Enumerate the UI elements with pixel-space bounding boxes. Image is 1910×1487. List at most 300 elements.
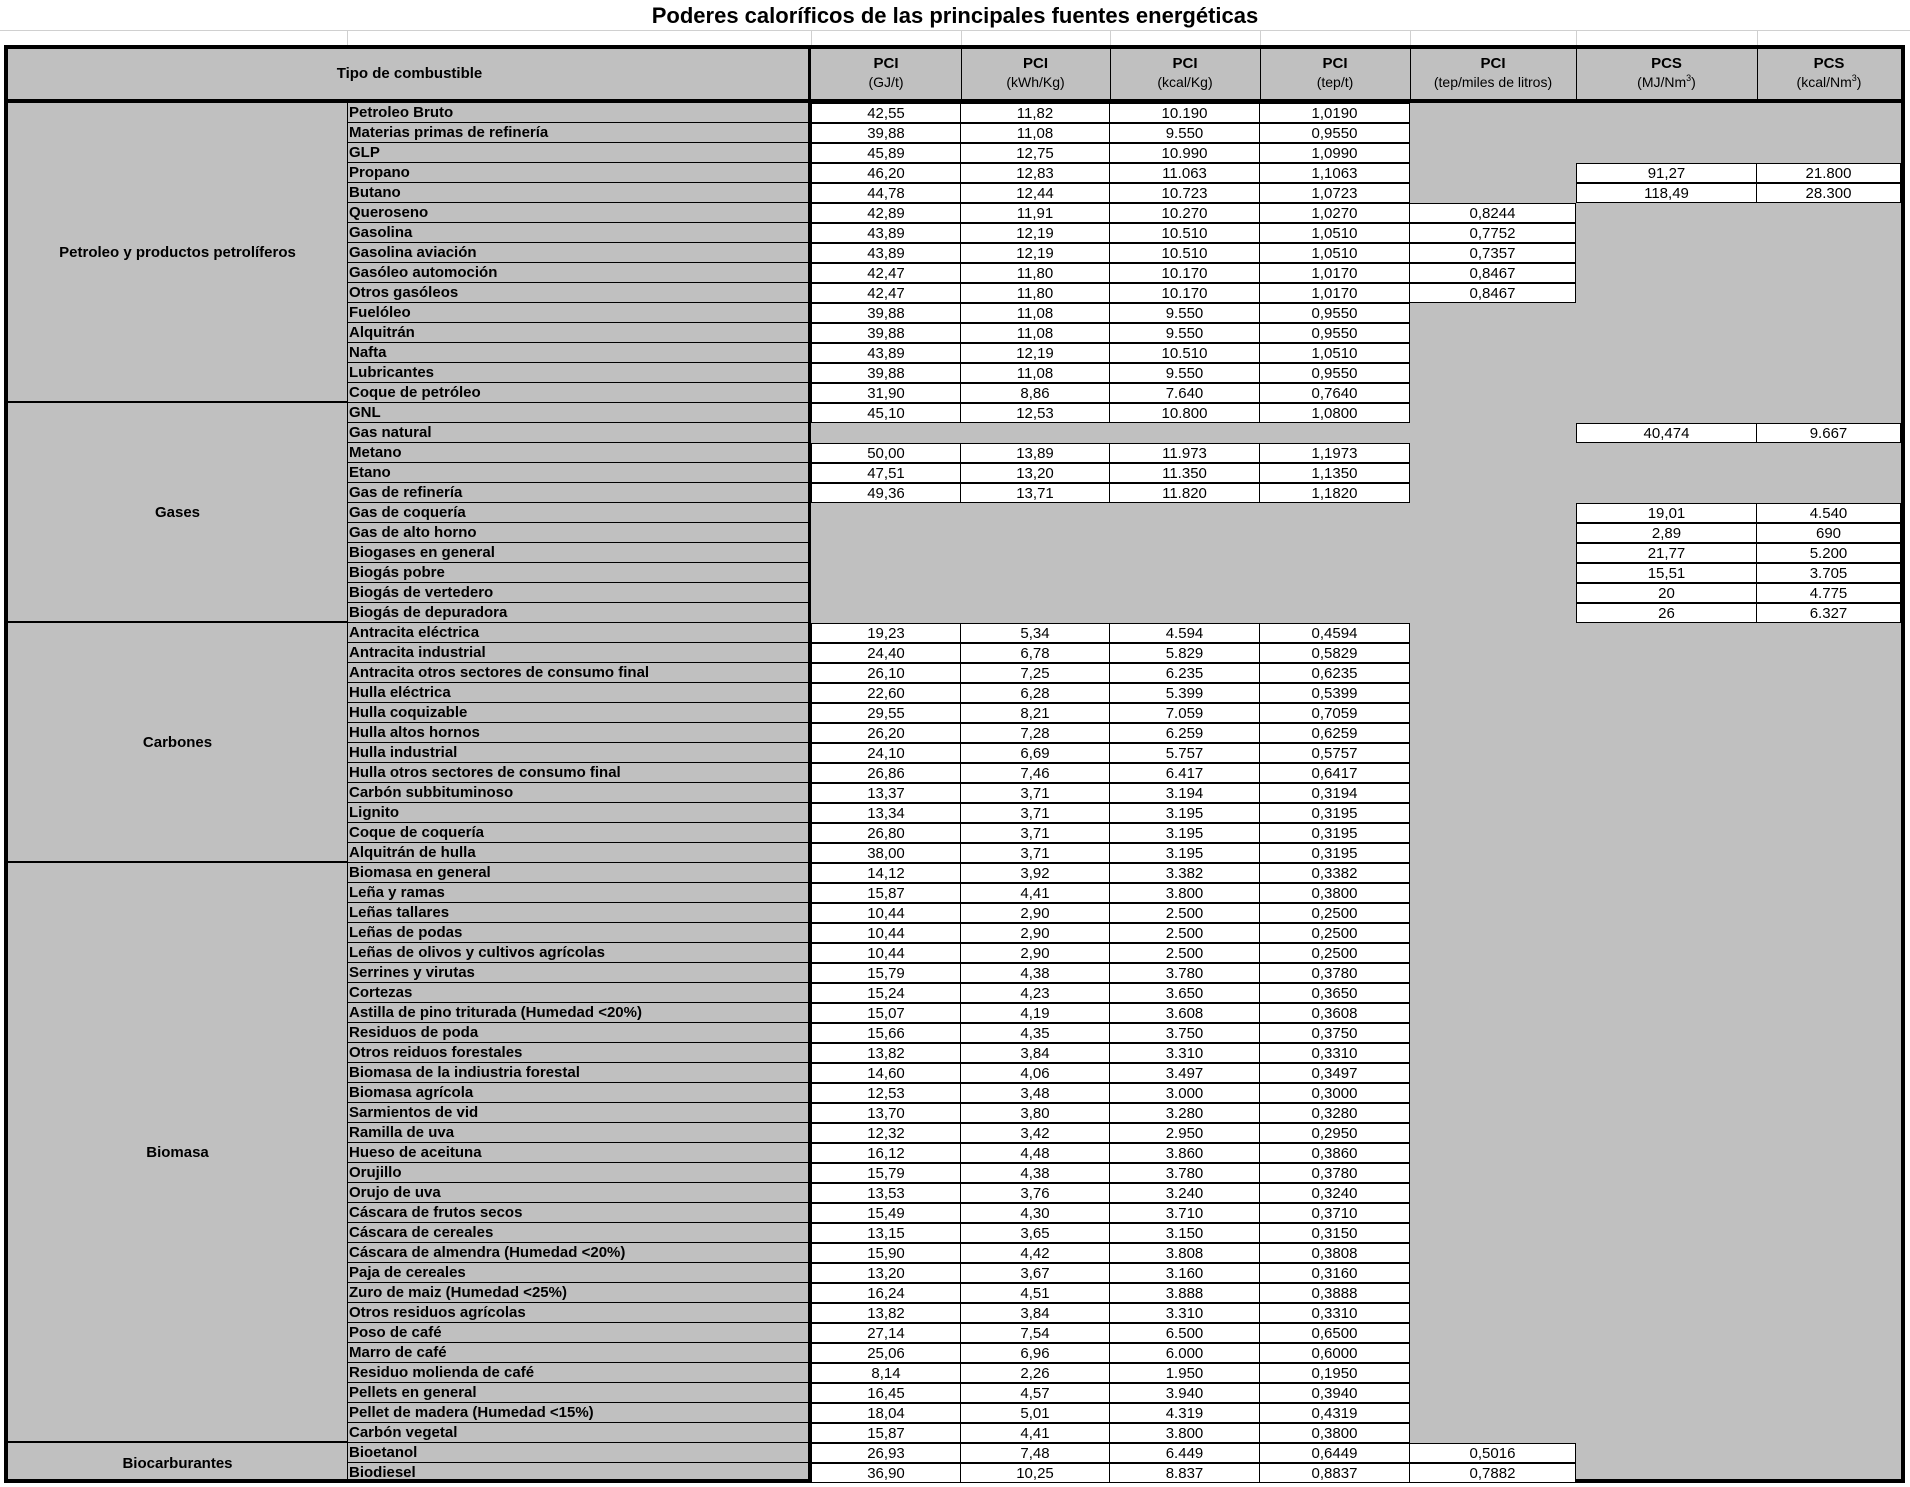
- value-cell[interactable]: 6,69: [961, 743, 1110, 763]
- value-cell[interactable]: 43,89: [811, 223, 961, 243]
- value-cell[interactable]: 26,20: [811, 723, 961, 743]
- value-cell[interactable]: 0,9550: [1260, 123, 1410, 143]
- value-cell[interactable]: 0,3780: [1260, 1163, 1410, 1183]
- value-cell[interactable]: 3,80: [961, 1103, 1110, 1123]
- value-cell[interactable]: 0,3195: [1260, 843, 1410, 863]
- value-cell[interactable]: 6.259: [1110, 723, 1260, 743]
- value-cell[interactable]: 8,14: [811, 1363, 961, 1383]
- value-cell[interactable]: 12,75: [961, 143, 1110, 163]
- value-cell[interactable]: 47,51: [811, 463, 961, 483]
- value-cell[interactable]: 0,5399: [1260, 683, 1410, 703]
- value-cell[interactable]: 0,6417: [1260, 763, 1410, 783]
- value-cell[interactable]: 3.710: [1110, 1203, 1260, 1223]
- value-cell[interactable]: 1,1350: [1260, 463, 1410, 483]
- value-cell[interactable]: 19,23: [811, 623, 961, 643]
- value-cell[interactable]: 0,3195: [1260, 803, 1410, 823]
- header-label: PCI: [1480, 55, 1506, 72]
- value-cell[interactable]: 2,90: [961, 903, 1110, 923]
- value-cell[interactable]: 3.195: [1110, 843, 1260, 863]
- value-cell[interactable]: 0,3800: [1260, 1423, 1410, 1443]
- fuel-name: Orujo de uva: [347, 1183, 811, 1203]
- value-cell[interactable]: 0,9550: [1260, 363, 1410, 383]
- value-cell[interactable]: 3.240: [1110, 1183, 1260, 1203]
- fuel-name: Zuro de maiz (Humedad <25%): [347, 1283, 811, 1303]
- fuel-name: Etano: [347, 463, 811, 483]
- value-cell[interactable]: 10,44: [811, 923, 961, 943]
- fuel-name: Antracita eléctrica: [347, 623, 811, 643]
- value-cell[interactable]: 0,3808: [1260, 1243, 1410, 1263]
- value-cell[interactable]: 4.319: [1110, 1403, 1260, 1423]
- value-cell[interactable]: 13,70: [811, 1103, 961, 1123]
- value-cell[interactable]: 26,93: [811, 1443, 961, 1463]
- value-cell[interactable]: 4,06: [961, 1063, 1110, 1083]
- value-cell[interactable]: 3.650: [1110, 983, 1260, 1003]
- fuel-name: Hulla eléctrica: [347, 683, 811, 703]
- value-cell[interactable]: 0,9550: [1260, 303, 1410, 323]
- value-cell[interactable]: 0,3780: [1260, 963, 1410, 983]
- grid-line: [1410, 30, 1411, 45]
- value-cell[interactable]: 43,89: [811, 343, 961, 363]
- value-cell[interactable]: 0,3280: [1260, 1103, 1410, 1123]
- value-cell[interactable]: 0,3194: [1260, 783, 1410, 803]
- value-cell[interactable]: 15,07: [811, 1003, 961, 1023]
- grid-line: [1260, 30, 1261, 45]
- value-cell[interactable]: 0,3195: [1260, 823, 1410, 843]
- value-cell[interactable]: 91,27: [1576, 163, 1757, 183]
- value-cell[interactable]: 0,9550: [1260, 323, 1410, 343]
- value-cell[interactable]: 0,3650: [1260, 983, 1410, 1003]
- value-cell[interactable]: 45,89: [811, 143, 961, 163]
- value-cell[interactable]: 15,24: [811, 983, 961, 1003]
- value-cell[interactable]: 3.382: [1110, 863, 1260, 883]
- value-cell[interactable]: 10,44: [811, 903, 961, 923]
- value-cell[interactable]: 13,37: [811, 783, 961, 803]
- header-column: [961, 49, 1110, 103]
- value-cell[interactable]: 8,86: [961, 383, 1110, 403]
- value-cell[interactable]: 21.800: [1757, 163, 1901, 183]
- value-cell[interactable]: 12,19: [961, 343, 1110, 363]
- value-cell[interactable]: 5.829: [1110, 643, 1260, 663]
- value-cell[interactable]: 26,80: [811, 823, 961, 843]
- value-cell[interactable]: 2.500: [1110, 943, 1260, 963]
- value-cell[interactable]: 0,4594: [1260, 623, 1410, 643]
- value-cell[interactable]: 10,25: [961, 1463, 1110, 1483]
- value-cell[interactable]: 2,90: [961, 923, 1110, 943]
- value-cell[interactable]: 28.300: [1757, 183, 1901, 203]
- value-cell[interactable]: 1,0510: [1260, 223, 1410, 243]
- value-cell[interactable]: 11,82: [961, 103, 1110, 123]
- value-cell[interactable]: 10.190: [1110, 103, 1260, 123]
- value-cell[interactable]: 15,66: [811, 1023, 961, 1043]
- value-cell[interactable]: 9.667: [1757, 423, 1901, 443]
- value-cell[interactable]: 6.449: [1110, 1443, 1260, 1463]
- value-cell[interactable]: 14,60: [811, 1063, 961, 1083]
- value-cell[interactable]: 38,00: [811, 843, 961, 863]
- value-cell[interactable]: 4,19: [961, 1003, 1110, 1023]
- value-cell[interactable]: 19,01: [1576, 503, 1757, 523]
- value-cell[interactable]: 12,19: [961, 223, 1110, 243]
- value-cell[interactable]: 4,23: [961, 983, 1110, 1003]
- value-cell[interactable]: 5,34: [961, 623, 1110, 643]
- fuel-name: Leñas de olivos y cultivos agrícolas: [347, 943, 811, 963]
- value-cell[interactable]: 0,3750: [1260, 1023, 1410, 1043]
- value-cell[interactable]: 11.350: [1110, 463, 1260, 483]
- value-cell[interactable]: 3.195: [1110, 803, 1260, 823]
- value-cell[interactable]: 7,54: [961, 1323, 1110, 1343]
- value-cell[interactable]: 3.497: [1110, 1063, 1260, 1083]
- value-cell[interactable]: 0,8837: [1260, 1463, 1410, 1483]
- value-cell[interactable]: 2.500: [1110, 903, 1260, 923]
- value-cell[interactable]: 9.550: [1110, 323, 1260, 343]
- value-cell[interactable]: 1,1973: [1260, 443, 1410, 463]
- header-label: PCI: [1322, 55, 1348, 72]
- fuel-name: Alquitrán: [347, 323, 811, 343]
- value-cell[interactable]: 0,8244: [1410, 203, 1576, 223]
- value-cell[interactable]: 0,2500: [1260, 923, 1410, 943]
- value-cell[interactable]: 2.500: [1110, 923, 1260, 943]
- value-cell[interactable]: 3.750: [1110, 1023, 1260, 1043]
- value-cell[interactable]: 0,3310: [1260, 1043, 1410, 1063]
- value-cell[interactable]: 5.200: [1757, 543, 1901, 563]
- value-cell[interactable]: 1,0990: [1260, 143, 1410, 163]
- value-cell[interactable]: 12,83: [961, 163, 1110, 183]
- value-cell[interactable]: 0,3310: [1260, 1303, 1410, 1323]
- value-cell[interactable]: 0,3160: [1260, 1263, 1410, 1283]
- value-cell[interactable]: 1,0510: [1260, 343, 1410, 363]
- value-cell[interactable]: 11.063: [1110, 163, 1260, 183]
- value-cell[interactable]: 1,0270: [1260, 203, 1410, 223]
- value-cell[interactable]: 50,00: [811, 443, 961, 463]
- value-cell[interactable]: 3.280: [1110, 1103, 1260, 1123]
- value-cell[interactable]: 7.640: [1110, 383, 1260, 403]
- value-cell[interactable]: 3.150: [1110, 1223, 1260, 1243]
- category-label: Gases: [8, 403, 347, 623]
- value-cell[interactable]: 15,49: [811, 1203, 961, 1223]
- value-cell[interactable]: 10.990: [1110, 143, 1260, 163]
- value-cell[interactable]: 4,38: [961, 1163, 1110, 1183]
- value-cell[interactable]: 31,90: [811, 383, 961, 403]
- value-cell[interactable]: 12,44: [961, 183, 1110, 203]
- column-divider: [961, 49, 962, 103]
- value-cell[interactable]: 0,8467: [1410, 263, 1576, 283]
- value-cell[interactable]: 4,48: [961, 1143, 1110, 1163]
- value-cell[interactable]: 24,10: [811, 743, 961, 763]
- value-cell[interactable]: 27,14: [811, 1323, 961, 1343]
- value-cell[interactable]: 12,53: [961, 403, 1110, 423]
- value-cell[interactable]: 4.594: [1110, 623, 1260, 643]
- value-cell[interactable]: 2,90: [961, 943, 1110, 963]
- value-cell[interactable]: 7,48: [961, 1443, 1110, 1463]
- value-cell[interactable]: 10.510: [1110, 223, 1260, 243]
- value-cell[interactable]: 0,1950: [1260, 1363, 1410, 1383]
- value-cell[interactable]: 4,35: [961, 1023, 1110, 1043]
- value-cell[interactable]: 13,34: [811, 803, 961, 823]
- value-cell[interactable]: 3,67: [961, 1263, 1110, 1283]
- value-cell[interactable]: 5,01: [961, 1403, 1110, 1423]
- value-cell[interactable]: 0,7752: [1410, 223, 1576, 243]
- value-cell[interactable]: 6.235: [1110, 663, 1260, 683]
- fuel-name: Queroseno: [347, 203, 811, 223]
- value-cell[interactable]: 10.510: [1110, 343, 1260, 363]
- value-cell[interactable]: 15,79: [811, 1163, 961, 1183]
- value-cell[interactable]: 0,2950: [1260, 1123, 1410, 1143]
- value-cell[interactable]: 13,71: [961, 483, 1110, 503]
- value-cell[interactable]: 24,40: [811, 643, 961, 663]
- value-cell[interactable]: 11,08: [961, 123, 1110, 143]
- value-cell[interactable]: 3,92: [961, 863, 1110, 883]
- value-cell[interactable]: 11.820: [1110, 483, 1260, 503]
- value-cell[interactable]: 3.310: [1110, 1043, 1260, 1063]
- value-cell[interactable]: 6,96: [961, 1343, 1110, 1363]
- value-cell[interactable]: 12,53: [811, 1083, 961, 1103]
- value-cell[interactable]: 3,65: [961, 1223, 1110, 1243]
- value-cell[interactable]: 1,0510: [1260, 243, 1410, 263]
- value-cell[interactable]: 18,04: [811, 1403, 961, 1423]
- value-cell[interactable]: 7,25: [961, 663, 1110, 683]
- value-cell[interactable]: 13,15: [811, 1223, 961, 1243]
- value-cell[interactable]: 26,86: [811, 763, 961, 783]
- value-cell[interactable]: 1,0723: [1260, 183, 1410, 203]
- fuel-name: Coque de coquería: [347, 823, 811, 843]
- value-cell[interactable]: 0,6235: [1260, 663, 1410, 683]
- value-cell[interactable]: 0,2500: [1260, 943, 1410, 963]
- value-cell[interactable]: 36,90: [811, 1463, 961, 1483]
- value-cell[interactable]: 4,30: [961, 1203, 1110, 1223]
- value-cell[interactable]: 10.723: [1110, 183, 1260, 203]
- value-cell[interactable]: 3,84: [961, 1043, 1110, 1063]
- value-cell[interactable]: 12,19: [961, 243, 1110, 263]
- value-cell[interactable]: 25,06: [811, 1343, 961, 1363]
- value-cell[interactable]: 13,53: [811, 1183, 961, 1203]
- value-cell[interactable]: 44,78: [811, 183, 961, 203]
- value-cell[interactable]: 5.399: [1110, 683, 1260, 703]
- value-cell[interactable]: 1,0170: [1260, 283, 1410, 303]
- fuel-name: Nafta: [347, 343, 811, 363]
- value-cell[interactable]: 10.800: [1110, 403, 1260, 423]
- value-cell[interactable]: 0,3800: [1260, 883, 1410, 903]
- value-cell[interactable]: 6,28: [961, 683, 1110, 703]
- category-label: Biomasa: [8, 863, 347, 1443]
- value-cell[interactable]: 16,12: [811, 1143, 961, 1163]
- value-cell[interactable]: 3,42: [961, 1123, 1110, 1143]
- value-cell[interactable]: 3.160: [1110, 1263, 1260, 1283]
- value-cell[interactable]: 0,3150: [1260, 1223, 1410, 1243]
- value-cell[interactable]: 6.327: [1757, 603, 1901, 623]
- value-cell[interactable]: 20: [1576, 583, 1757, 603]
- fuel-name: Otros residuos agrícolas: [347, 1303, 811, 1323]
- value-cell[interactable]: 0,7882: [1410, 1463, 1576, 1483]
- value-cell[interactable]: 46,20: [811, 163, 961, 183]
- value-cell[interactable]: 16,45: [811, 1383, 961, 1403]
- value-cell[interactable]: 42,89: [811, 203, 961, 223]
- value-cell[interactable]: 3.310: [1110, 1303, 1260, 1323]
- value-cell[interactable]: 11,80: [961, 283, 1110, 303]
- value-cell[interactable]: 0,7357: [1410, 243, 1576, 263]
- value-cell[interactable]: 0,3382: [1260, 863, 1410, 883]
- header-label: PCS: [1813, 55, 1845, 72]
- value-cell[interactable]: 3.780: [1110, 963, 1260, 983]
- value-cell[interactable]: 9.550: [1110, 123, 1260, 143]
- value-cell[interactable]: 21,77: [1576, 543, 1757, 563]
- value-cell[interactable]: 15,90: [811, 1243, 961, 1263]
- value-cell[interactable]: 39,88: [811, 323, 961, 343]
- value-cell[interactable]: 4.540: [1757, 503, 1901, 523]
- value-cell[interactable]: 3,71: [961, 803, 1110, 823]
- value-cell[interactable]: 10.170: [1110, 283, 1260, 303]
- value-cell[interactable]: 6.000: [1110, 1343, 1260, 1363]
- value-cell[interactable]: 0,6449: [1260, 1443, 1410, 1463]
- value-cell[interactable]: 3,71: [961, 843, 1110, 863]
- value-cell[interactable]: 0,3497: [1260, 1063, 1410, 1083]
- value-cell[interactable]: 4,38: [961, 963, 1110, 983]
- value-cell[interactable]: 15,87: [811, 883, 961, 903]
- value-cell[interactable]: 5.757: [1110, 743, 1260, 763]
- value-cell[interactable]: 15,87: [811, 1423, 961, 1443]
- value-cell[interactable]: 13,20: [961, 463, 1110, 483]
- value-cell[interactable]: 8,21: [961, 703, 1110, 723]
- value-cell[interactable]: 0,3710: [1260, 1203, 1410, 1223]
- value-cell[interactable]: 2,89: [1576, 523, 1757, 543]
- value-cell[interactable]: 45,10: [811, 403, 961, 423]
- value-cell[interactable]: 22,60: [811, 683, 961, 703]
- value-cell[interactable]: 3.608: [1110, 1003, 1260, 1023]
- value-cell[interactable]: 7.059: [1110, 703, 1260, 723]
- value-cell[interactable]: 10.170: [1110, 263, 1260, 283]
- fuel-name: Cáscara de almendra (Humedad <20%): [347, 1243, 811, 1263]
- value-cell[interactable]: 1,0800: [1260, 403, 1410, 423]
- value-cell[interactable]: 0,3000: [1260, 1083, 1410, 1103]
- fuel-name: Materias primas de refinería: [347, 123, 811, 143]
- value-cell[interactable]: 1,0190: [1260, 103, 1410, 123]
- grid-line: [811, 30, 812, 45]
- value-cell[interactable]: 0,8467: [1410, 283, 1576, 303]
- value-cell[interactable]: 3.800: [1110, 1423, 1260, 1443]
- value-cell[interactable]: 6.417: [1110, 763, 1260, 783]
- value-cell[interactable]: 0,5757: [1260, 743, 1410, 763]
- value-cell[interactable]: 0,6259: [1260, 723, 1410, 743]
- value-cell[interactable]: 0,3240: [1260, 1183, 1410, 1203]
- value-cell[interactable]: 3.194: [1110, 783, 1260, 803]
- value-cell[interactable]: 2.950: [1110, 1123, 1260, 1143]
- value-cell[interactable]: 118,49: [1576, 183, 1757, 203]
- value-cell[interactable]: 1,0170: [1260, 263, 1410, 283]
- value-cell[interactable]: 0,4319: [1260, 1403, 1410, 1423]
- value-cell[interactable]: 1.950: [1110, 1363, 1260, 1383]
- value-cell[interactable]: 26: [1576, 603, 1757, 623]
- value-cell[interactable]: 42,47: [811, 263, 961, 283]
- value-cell[interactable]: 10.510: [1110, 243, 1260, 263]
- value-cell[interactable]: 40,474: [1576, 423, 1757, 443]
- value-cell[interactable]: 4,42: [961, 1243, 1110, 1263]
- value-cell[interactable]: 3,48: [961, 1083, 1110, 1103]
- value-cell[interactable]: 690: [1757, 523, 1901, 543]
- value-cell[interactable]: 0,5016: [1410, 1443, 1576, 1463]
- value-cell[interactable]: 13,20: [811, 1263, 961, 1283]
- value-cell[interactable]: 3.780: [1110, 1163, 1260, 1183]
- value-cell[interactable]: 13,82: [811, 1043, 961, 1063]
- value-cell[interactable]: 0,3608: [1260, 1003, 1410, 1023]
- value-cell[interactable]: 3.860: [1110, 1143, 1260, 1163]
- value-cell[interactable]: 11,08: [961, 303, 1110, 323]
- value-cell[interactable]: 3,71: [961, 783, 1110, 803]
- value-cell[interactable]: 0,6000: [1260, 1343, 1410, 1363]
- value-cell[interactable]: 4,51: [961, 1283, 1110, 1303]
- value-cell[interactable]: 11,08: [961, 363, 1110, 383]
- value-cell[interactable]: 11.973: [1110, 443, 1260, 463]
- fuel-name: Hulla altos hornos: [347, 723, 811, 743]
- value-cell[interactable]: 7,46: [961, 763, 1110, 783]
- value-cell[interactable]: 26,10: [811, 663, 961, 683]
- value-cell[interactable]: 6.500: [1110, 1323, 1260, 1343]
- value-cell[interactable]: 11,91: [961, 203, 1110, 223]
- value-cell[interactable]: 49,36: [811, 483, 961, 503]
- value-cell[interactable]: 4,57: [961, 1383, 1110, 1403]
- value-cell[interactable]: 29,55: [811, 703, 961, 723]
- value-cell[interactable]: 12,32: [811, 1123, 961, 1143]
- value-cell[interactable]: 3,76: [961, 1183, 1110, 1203]
- value-cell[interactable]: 42,55: [811, 103, 961, 123]
- value-cell[interactable]: 0,3888: [1260, 1283, 1410, 1303]
- value-cell[interactable]: 2,26: [961, 1363, 1110, 1383]
- value-cell[interactable]: 10,44: [811, 943, 961, 963]
- fuel-name: Biogás de vertedero: [347, 583, 811, 603]
- value-cell[interactable]: 4.775: [1757, 583, 1901, 603]
- value-cell[interactable]: 11,80: [961, 263, 1110, 283]
- value-cell[interactable]: 4,41: [961, 1423, 1110, 1443]
- value-cell[interactable]: 43,89: [811, 243, 961, 263]
- value-cell[interactable]: 3.195: [1110, 823, 1260, 843]
- value-cell[interactable]: 1,1063: [1260, 163, 1410, 183]
- value-cell[interactable]: 11,08: [961, 323, 1110, 343]
- value-cell[interactable]: 15,79: [811, 963, 961, 983]
- value-cell[interactable]: 39,88: [811, 303, 961, 323]
- value-cell[interactable]: 10.270: [1110, 203, 1260, 223]
- value-cell[interactable]: 14,12: [811, 863, 961, 883]
- value-cell[interactable]: 3,71: [961, 823, 1110, 843]
- value-cell[interactable]: 9.550: [1110, 363, 1260, 383]
- value-cell[interactable]: 13,89: [961, 443, 1110, 463]
- value-cell[interactable]: 3.800: [1110, 883, 1260, 903]
- value-cell[interactable]: 3.705: [1757, 563, 1901, 583]
- value-cell[interactable]: 0,6500: [1260, 1323, 1410, 1343]
- value-cell[interactable]: 15,51: [1576, 563, 1757, 583]
- value-cell[interactable]: 9.550: [1110, 303, 1260, 323]
- value-cell[interactable]: 42,47: [811, 283, 961, 303]
- page-title: Poderes caloríficos de las principales fuentes energéticas: [0, 0, 1910, 31]
- value-cell[interactable]: 13,82: [811, 1303, 961, 1323]
- value-cell[interactable]: 39,88: [811, 123, 961, 143]
- value-cell[interactable]: 3.940: [1110, 1383, 1260, 1403]
- value-cell[interactable]: 16,24: [811, 1283, 961, 1303]
- value-cell[interactable]: 0,7059: [1260, 703, 1410, 723]
- fuel-name: Marro de café: [347, 1343, 811, 1363]
- value-cell[interactable]: 3.000: [1110, 1083, 1260, 1103]
- value-cell[interactable]: 1,1820: [1260, 483, 1410, 503]
- value-cell[interactable]: 8.837: [1110, 1463, 1260, 1483]
- value-cell[interactable]: 0,7640: [1260, 383, 1410, 403]
- value-cell[interactable]: 6,78: [961, 643, 1110, 663]
- value-cell[interactable]: 0,2500: [1260, 903, 1410, 923]
- value-cell[interactable]: 3.808: [1110, 1243, 1260, 1263]
- value-cell[interactable]: 3.888: [1110, 1283, 1260, 1303]
- value-cell[interactable]: 7,28: [961, 723, 1110, 743]
- value-cell[interactable]: 0,3860: [1260, 1143, 1410, 1163]
- value-cell[interactable]: 39,88: [811, 363, 961, 383]
- value-cell[interactable]: 0,5829: [1260, 643, 1410, 663]
- value-cell[interactable]: 0,3940: [1260, 1383, 1410, 1403]
- value-cell[interactable]: 3,84: [961, 1303, 1110, 1323]
- value-cell[interactable]: 4,41: [961, 883, 1110, 903]
